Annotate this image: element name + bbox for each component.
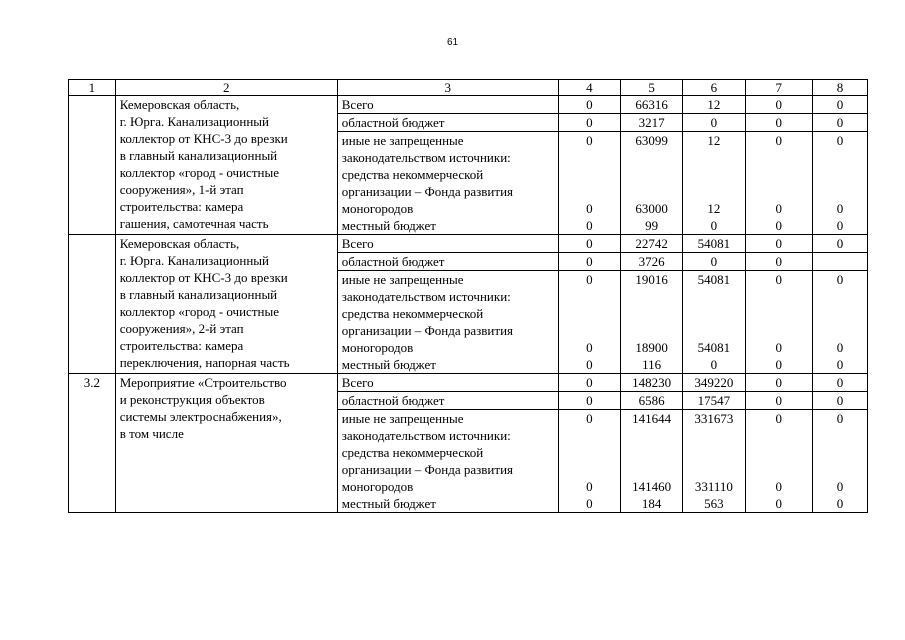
value-line: 0	[836, 133, 844, 148]
value-line: 0	[775, 340, 782, 355]
value-c8	[812, 132, 867, 235]
value-line: 0	[775, 496, 782, 511]
table-row	[69, 96, 868, 114]
value-line: 116	[642, 357, 662, 372]
value-c8	[812, 235, 867, 253]
value-line: 63000	[635, 201, 668, 216]
value-c5	[621, 114, 683, 132]
value-line	[563, 149, 616, 166]
item-number	[69, 235, 116, 374]
value-line: 0	[775, 375, 782, 390]
funding-source-line: областной бюджет	[341, 254, 445, 269]
column-header-7: 7	[745, 80, 812, 96]
value-line	[687, 305, 740, 322]
value-c7	[745, 114, 812, 132]
funding-source-line: иные не запрещенные	[341, 272, 464, 287]
description-line: системы электроснабжения»,	[119, 409, 282, 424]
value-line: 0	[710, 115, 718, 130]
value-line: 0	[586, 218, 593, 233]
funding-source-line: законодательством источники:	[341, 428, 511, 443]
value-line: 331110	[694, 479, 733, 494]
value-line: 12	[707, 201, 721, 216]
value-line	[625, 322, 678, 339]
value-line: 0	[586, 340, 593, 355]
value-line: 0	[775, 254, 782, 269]
description-line: коллектор от КНС-3 до врезки	[119, 131, 288, 146]
funding-source-line: средства некоммерческой	[341, 306, 484, 321]
value-line	[625, 288, 678, 305]
value-line	[817, 427, 863, 444]
value-line	[687, 322, 740, 339]
value-line	[563, 322, 616, 339]
funding-source-line: местный бюджет	[341, 357, 436, 372]
value-line: 349220	[694, 375, 734, 390]
value-line	[750, 149, 808, 166]
value-c7	[745, 271, 812, 374]
value-line: 0	[775, 411, 782, 426]
item-description	[115, 374, 337, 513]
value-line: 0	[710, 254, 718, 269]
table-body	[69, 96, 868, 513]
item-description	[115, 235, 337, 374]
value-c8	[812, 253, 867, 271]
funding-source	[337, 392, 558, 410]
value-c4	[558, 374, 620, 392]
value-line	[625, 149, 678, 166]
value-c4	[558, 114, 620, 132]
description-line: Кемеровская область,	[119, 97, 240, 112]
description-line: г. Юрга. Канализационный	[119, 253, 269, 268]
value-line	[563, 183, 616, 200]
value-line: 0	[836, 218, 844, 233]
value-line	[817, 253, 863, 270]
value-line: 54081	[697, 340, 731, 355]
value-line: 19016	[635, 272, 668, 287]
value-line	[750, 288, 808, 305]
funding-source-line: областной бюджет	[341, 115, 445, 130]
value-line: 0	[586, 97, 593, 112]
value-line: 0	[775, 97, 782, 112]
value-c6	[683, 410, 745, 513]
value-line	[750, 322, 808, 339]
description-line: Кемеровская область,	[119, 236, 240, 251]
value-line: 563	[704, 496, 724, 511]
value-c4	[558, 410, 620, 513]
value-c8	[812, 374, 867, 392]
value-c5	[621, 253, 683, 271]
value-line: 18900	[635, 340, 668, 355]
value-line: 99	[645, 218, 659, 233]
funding-source-line: организации – Фонда развития	[341, 323, 514, 338]
value-line: 0	[775, 479, 782, 494]
funding-source-line: областной бюджет	[341, 393, 445, 408]
column-header-4: 4	[558, 80, 620, 96]
value-line: 0	[586, 115, 593, 130]
value-c5	[621, 410, 683, 513]
value-c6	[683, 96, 745, 114]
value-line	[817, 322, 863, 339]
value-line: 66316	[635, 97, 668, 112]
value-line: 0	[775, 133, 782, 148]
value-line: 0	[586, 254, 593, 269]
funding-source	[337, 235, 558, 253]
value-line: 0	[586, 133, 593, 148]
value-line: 0	[836, 340, 844, 355]
funding-source-line: законодательством источники:	[341, 289, 511, 304]
value-c7	[745, 235, 812, 253]
value-line	[563, 427, 616, 444]
value-c8	[812, 114, 867, 132]
value-line: 0	[586, 393, 593, 408]
value-c7	[745, 392, 812, 410]
description-line: строительства: камера	[119, 338, 244, 353]
value-line: 0	[586, 201, 593, 216]
column-header-row	[69, 80, 868, 96]
value-line	[687, 427, 740, 444]
value-c4	[558, 132, 620, 235]
description-line: в том числе	[119, 426, 184, 441]
value-line: 0	[710, 218, 718, 233]
value-line	[750, 427, 808, 444]
value-line: 0	[586, 272, 593, 287]
value-c8	[812, 410, 867, 513]
description-line: в главный канализационный	[119, 148, 278, 163]
value-line: 3726	[638, 254, 665, 269]
value-line	[817, 444, 863, 461]
description-line: коллектор «город - очистные	[119, 304, 279, 319]
value-line: 0	[836, 97, 844, 112]
value-c6	[683, 271, 745, 374]
value-line	[750, 183, 808, 200]
value-c6	[683, 253, 745, 271]
value-line	[750, 305, 808, 322]
value-c4	[558, 96, 620, 114]
value-c5	[621, 271, 683, 374]
value-line	[687, 461, 740, 478]
value-line: 0	[775, 272, 782, 287]
value-line	[817, 149, 863, 166]
value-line: 0	[836, 393, 844, 408]
value-line: 0	[775, 201, 782, 216]
value-c6	[683, 374, 745, 392]
value-line: 0	[775, 236, 782, 251]
value-line	[625, 427, 678, 444]
value-c5	[621, 235, 683, 253]
description-line: сооружения», 2-й этап	[119, 321, 244, 336]
value-line: 0	[586, 357, 593, 372]
description-line: в главный канализационный	[119, 287, 278, 302]
value-line: 331673	[694, 411, 734, 426]
value-line	[750, 166, 808, 183]
value-line	[687, 288, 740, 305]
value-line: 63099	[635, 133, 668, 148]
column-header-8: 8	[812, 80, 867, 96]
column-header-6: 6	[683, 80, 745, 96]
value-line: 54081	[697, 236, 731, 251]
description-line: коллектор «город - очистные	[119, 165, 279, 180]
item-description	[115, 96, 337, 235]
value-line	[817, 166, 863, 183]
value-line: 0	[836, 479, 844, 494]
value-c8	[812, 96, 867, 114]
value-line: 22742	[635, 236, 668, 251]
value-line	[625, 166, 678, 183]
value-line: 0	[836, 496, 844, 511]
funding-source-line: местный бюджет	[341, 218, 436, 233]
value-c7	[745, 132, 812, 235]
value-c7	[745, 96, 812, 114]
value-line	[625, 461, 678, 478]
value-line: 0	[775, 115, 782, 130]
description-line: г. Юрга. Канализационный	[119, 114, 269, 129]
funding-source-line: Всего	[341, 97, 374, 112]
value-line	[625, 305, 678, 322]
value-line: 0	[586, 496, 593, 511]
funding-source-line: иные не запрещенные	[341, 133, 464, 148]
value-line	[563, 166, 616, 183]
funding-source-line: моногородов	[341, 340, 414, 355]
value-c4	[558, 271, 620, 374]
value-c4	[558, 253, 620, 271]
description-line: переключения, напорная часть	[119, 355, 290, 370]
value-line	[625, 183, 678, 200]
value-c8	[812, 271, 867, 374]
funding-source	[337, 253, 558, 271]
column-header-1: 1	[69, 80, 116, 96]
funding-source-line: Всего	[341, 236, 374, 251]
funding-source	[337, 114, 558, 132]
value-line	[687, 183, 740, 200]
value-line: 0	[836, 357, 844, 372]
value-line: 12	[707, 133, 721, 148]
funding-source	[337, 374, 558, 392]
value-line: 6586	[638, 393, 665, 408]
value-line	[817, 305, 863, 322]
funding-source-line: Всего	[341, 375, 374, 390]
value-line	[625, 444, 678, 461]
value-c7	[745, 374, 812, 392]
funding-source	[337, 132, 558, 235]
value-c8	[812, 392, 867, 410]
funding-source-line: моногородов	[341, 479, 414, 494]
value-line: 12	[707, 97, 721, 112]
value-line: 3217	[638, 115, 665, 130]
value-line	[563, 305, 616, 322]
description-line: сооружения», 1-й этап	[119, 182, 244, 197]
page-number: 61	[446, 37, 459, 48]
funding-source-line: организации – Фонда развития	[341, 184, 514, 199]
value-line: 0	[775, 393, 782, 408]
funding-source-line: моногородов	[341, 201, 414, 216]
value-c4	[558, 235, 620, 253]
description-line: и реконструкция объектов	[119, 392, 265, 407]
funding-source-line: местный бюджет	[341, 496, 436, 511]
value-line: 0	[775, 218, 782, 233]
table-row	[69, 374, 868, 392]
value-line: 0	[836, 236, 844, 251]
funding-source-line: иные не запрещенные	[341, 411, 464, 426]
funding-source-line: средства некоммерческой	[341, 167, 484, 182]
value-line: 184	[641, 496, 662, 511]
value-c6	[683, 114, 745, 132]
value-line: 0	[586, 479, 593, 494]
value-line: 0	[586, 411, 593, 426]
value-c6	[683, 132, 745, 235]
value-line	[563, 288, 616, 305]
value-c6	[683, 235, 745, 253]
table-row	[69, 235, 868, 253]
value-line	[687, 149, 740, 166]
value-line: 0	[836, 201, 844, 216]
funding-source-line: средства некоммерческой	[341, 445, 484, 460]
value-line: 0	[710, 357, 718, 372]
value-line	[687, 444, 740, 461]
value-line	[750, 461, 808, 478]
description-line: гашения, самотечная часть	[119, 216, 269, 231]
value-line: 17547	[697, 393, 731, 408]
value-line: 0	[836, 115, 844, 130]
funding-source	[337, 96, 558, 114]
value-c5	[621, 374, 683, 392]
value-c5	[621, 392, 683, 410]
value-line: 0	[586, 375, 593, 390]
value-c4	[558, 392, 620, 410]
value-c7	[745, 253, 812, 271]
value-line	[750, 444, 808, 461]
value-line	[817, 288, 863, 305]
value-line: 0	[836, 375, 844, 390]
value-line	[817, 461, 863, 478]
value-c5	[621, 96, 683, 114]
value-line: 148230	[632, 375, 672, 390]
value-line	[817, 183, 863, 200]
item-number: 3.2	[69, 374, 116, 513]
description-line: коллектор от КНС-3 до врезки	[119, 270, 288, 285]
funding-source	[337, 410, 558, 513]
value-line	[563, 444, 616, 461]
value-line: 0	[836, 272, 844, 287]
column-header-5: 5	[621, 80, 683, 96]
value-line: 0	[586, 236, 593, 251]
value-c6	[683, 392, 745, 410]
description-line: строительства: камера	[119, 199, 244, 214]
value-line: 54081	[697, 272, 731, 287]
value-line: 0	[775, 357, 782, 372]
column-header-2: 2	[115, 80, 337, 96]
item-number	[69, 96, 116, 235]
funding-source	[337, 271, 558, 374]
value-c7	[745, 410, 812, 513]
funding-table	[68, 79, 868, 513]
description-line: Мероприятие «Строительство	[119, 375, 287, 390]
value-line: 0	[836, 411, 844, 426]
value-line: 141644	[632, 411, 672, 426]
value-line: 141460	[632, 479, 672, 494]
funding-source-line: организации – Фонда развития	[341, 462, 514, 477]
value-c5	[621, 132, 683, 235]
funding-source-line: законодательством источники:	[341, 150, 511, 165]
value-line	[563, 461, 616, 478]
column-header-3: 3	[337, 80, 558, 96]
value-line	[687, 166, 740, 183]
